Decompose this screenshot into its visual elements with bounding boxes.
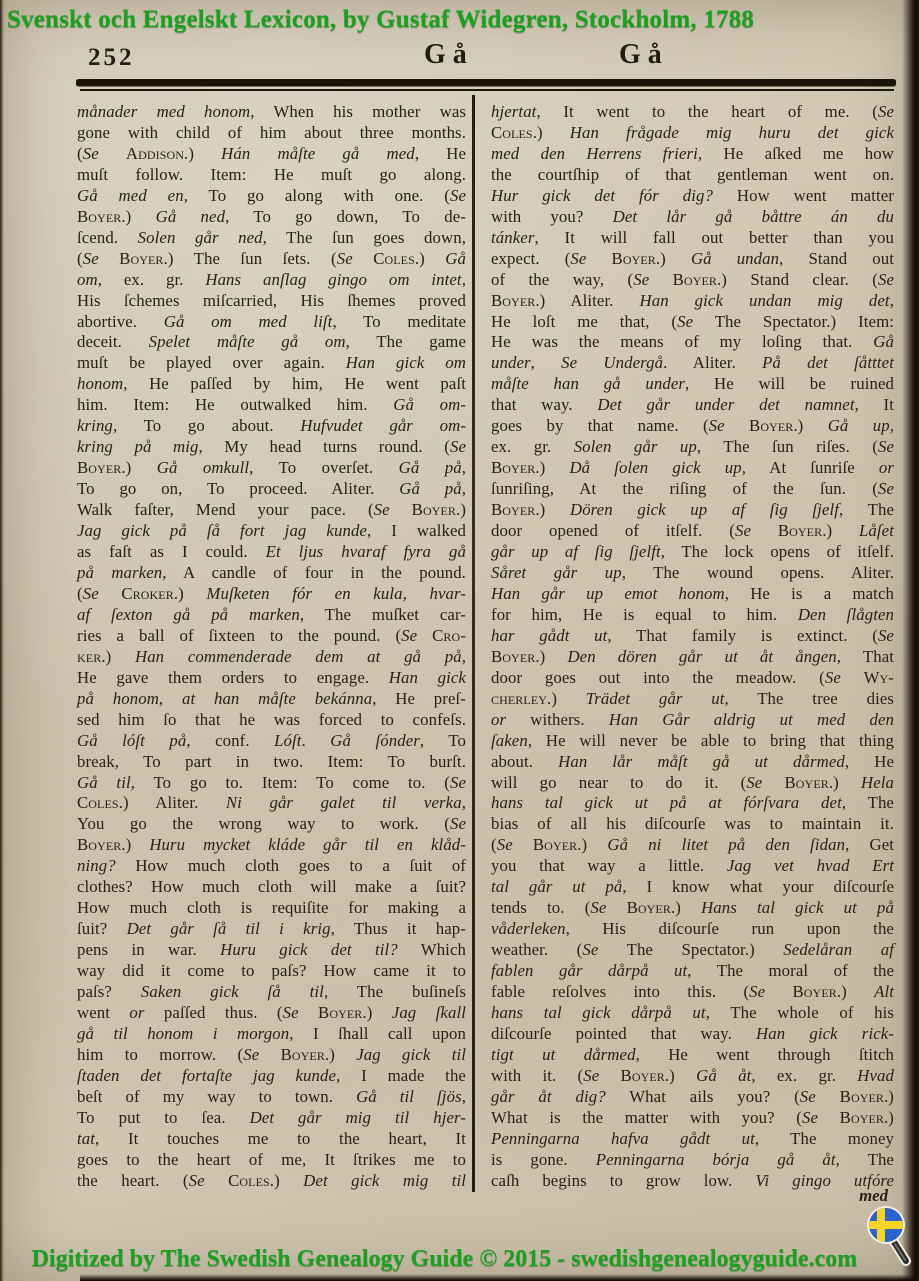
text-line: tigt ut dårmed, He went through ſtitch [491, 1044, 894, 1064]
text-line: him to morrow. (Se Boyer.) Jag gick til [77, 1044, 466, 1064]
text-line: He loſt me that, (Se The Spectator.) Item: [491, 311, 894, 331]
text-line: expect. (Se Boyer.) Gå undan, Stand out [491, 248, 895, 268]
text-line: på marken, A candle of four in the pound. [77, 562, 466, 582]
text-line: or withers. Han Går aldrig ut med den [491, 709, 894, 729]
text-line: To go on, To proceed. Aliter. Gå på, [77, 479, 466, 499]
text-line: door goes out into the meadow. (Se Wy- [491, 667, 894, 687]
text-line: way did it come to paſs? How came it to [77, 961, 466, 981]
text-line: månader med honom, When his mother was [77, 102, 467, 121]
text-line: gå til honom i morgon, I ſhall call upon [77, 1023, 466, 1043]
text-line: om, ex. gr. Hans anſlag gingo om intet, [77, 269, 466, 289]
text-line: ning? How much cloth goes to a ſuit of [77, 856, 466, 876]
text-line: that way. Det går under det namnet, It [491, 395, 894, 415]
text-line: ries a ball of ſixteen to the pound. (Se Cro- [77, 625, 467, 645]
text-line: tánker, It will fall out better than you [491, 227, 894, 247]
digitization-title: Svenskt och Engelskt Lexicon, by Gustaf Widegren, Stockholm, 1788 [7, 6, 755, 33]
text-line: måſte han gå under, He will be ruined [491, 374, 894, 394]
page-number: 252 [88, 44, 135, 71]
digitization-footer: Digitized by The Swedish Genealogy Guide © 2015 - swedishgenealogyguide.com [31, 1246, 858, 1272]
text-line: You go the wrong way to work. (Se [77, 814, 466, 834]
text-line: Han går up emot honom, He is a match [491, 583, 894, 603]
text-line: Boyer.) Aliter. Han gick undan mig det, [491, 290, 894, 310]
text-line: about. Han lår måſt gå ut dårmed, He [491, 751, 894, 771]
text-line: kring, To go about. Hufvudet går om- [77, 416, 467, 436]
text-line: muſt be played over again. Han gick om [77, 353, 466, 373]
left-text-column [77, 102, 466, 1192]
text-line: Gå med en, To go along with one. (Se [77, 185, 466, 205]
text-line: Boyer.) Dören gick up af ſig ſjelf, The [491, 500, 894, 520]
swedish-flag-magnifier-icon [865, 1203, 913, 1267]
text-line: bias of all his diſcourſe was to maintain it. [491, 814, 894, 834]
text-line: beſt of my way to town. Gå til ſjös, [77, 1086, 466, 1106]
text-line: goes by that name. (Se Boyer.) Gå up, [491, 416, 894, 436]
text-line: honom, He paſſed by him, He went paſt [77, 374, 466, 394]
text-line: diſcourſe pointed that way. Han gick rick- [491, 1023, 894, 1043]
text-line: hjertat, It went to the heart of me. (Se [491, 102, 894, 121]
text-line: you that way a little. Jag vet hvad Ert [491, 856, 894, 876]
text-line: will go near to do it. (Se Boyer.) Hela [491, 772, 895, 792]
text-line: Boyer.) Gå ned, To go down, To de- [77, 206, 466, 226]
running-head-left: Gå [424, 39, 474, 70]
text-line: ſcend. Solen går ned, The ſun goes down, [77, 227, 467, 247]
text-line: Gå lóſt på, conf. Lóſt. Gå ſónder, To [77, 730, 466, 750]
text-line: Boyer.) Den dören går ut åt ången, That [491, 646, 895, 666]
text-line: på honom, at han måſte bekánna, He preſ- [77, 688, 466, 708]
text-line: af ſexton gå på marken, The muſket car- [77, 604, 466, 624]
text-line: How much cloth is requiſite for making a [77, 898, 466, 918]
text-line: hans tal gick dårpå ut, The whole of his [491, 1002, 895, 1022]
text-line: His ſchemes miſcarried, His ſhemes proved [77, 290, 466, 310]
text-line: break, To part in two. Item: To burſt. [77, 751, 466, 771]
text-line: fablen går dårpå ut, The moral of the [491, 961, 895, 981]
text-line: ſaken, He will never be able to bring that thing [491, 730, 894, 750]
text-line: goes to the heart of me, It ſtrikes me to [77, 1149, 466, 1169]
text-line: ex. gr. Solen går up, The ſun riſes. (Se [491, 437, 894, 457]
text-line: Boyer.) Huru mycket kláde går til en klåd- [77, 835, 466, 855]
text-line: He was the means of my loſing that. Gå [491, 332, 894, 352]
text-line: Såret går up, The wound opens. Aliter. [491, 562, 894, 582]
text-line: Jag gick på ſå fort jag kunde, I walked [77, 521, 466, 541]
header-rule [76, 79, 896, 86]
text-line: as faſt as I could. Et ljus hvaraf fyra gå [77, 542, 466, 562]
text-line: of the way, (Se Boyer.) Stand clear. (Se [491, 269, 894, 289]
text-line: sed him ſo that he was forced to confeſs. [77, 709, 466, 729]
right-text-column [491, 102, 894, 1192]
text-line: Boyer.) Då ſolen gick up, At ſunriſe or [491, 458, 895, 478]
scan-edge-bottom [80, 1274, 919, 1281]
text-line: ker.) Han commenderade dem at gå på, [77, 646, 466, 666]
text-line: He gave them orders to engage. Han gick [77, 667, 466, 687]
scan-edge-left [0, 0, 4, 1281]
text-line: Penningarna hafva gådt ut, The money [491, 1128, 894, 1148]
text-line: (Se Addison.) Hán måſte gå med, He [77, 143, 467, 163]
text-line: for him, He is equal to him. Den ſlågten [491, 604, 894, 624]
text-line: ſuit? Det går ſå til i krig, Thus it hap- [77, 919, 466, 939]
text-line: går åt dig? What ails you? (Se Boyer.) [491, 1086, 894, 1106]
text-line: door opened of itſelf. (Se Boyer.) Låſet [491, 521, 894, 541]
text-line: went or paſſed thus. (Se Boyer.) Jag ſkall [77, 1002, 466, 1022]
text-line: (Se Boyer.) Gå ni litet på den ſidan, Get [491, 835, 895, 855]
running-head-right: Gå [619, 39, 669, 70]
text-line: ſtaden det fortaſte jag kunde, I made the [77, 1065, 466, 1085]
text-line: clothes? How much cloth will make a ſuit? [77, 877, 466, 897]
catchword: med [859, 1186, 888, 1205]
text-line: is gone. Penningarna bórja gå åt, The [491, 1149, 894, 1169]
text-line: with it. (Se Boyer.) Gå åt, ex. gr. Hvad [491, 1065, 894, 1085]
text-line: What is the matter with you? (Se Boyer.) [491, 1107, 894, 1127]
text-line: the heart. (Se Coles.) Det gick mig til [77, 1170, 467, 1190]
text-line: (Se Croker.) Muſketen fór en kula, hvar- [77, 583, 467, 603]
text-line: tal går ut på, I know what your diſcourſe [491, 877, 894, 897]
text-line: ſunriſing, At the riſing of the ſun. (Se [491, 479, 894, 499]
text-line: Coles.) Aliter. Ni går galet til verka, [77, 793, 466, 813]
text-line: (Se Boyer.) The ſun ſets. (Se Coles.) Gå [77, 248, 467, 268]
column-divider-rule [472, 95, 475, 1192]
text-line: pens in war. Huru gick det til? Which [77, 940, 466, 960]
text-line: under, Se Undergå. Aliter. På det ſåtttet [491, 353, 894, 373]
text-line: Boyer.) Gå omkull, To overſet. Gå på, [77, 458, 466, 478]
text-line: weather. (Se The Spectator.) Sedelåran af [491, 940, 894, 960]
text-line: tat, It touches me to the heart, It [77, 1128, 466, 1148]
text-line: har gådt ut, That family is extinct. (Se [491, 625, 894, 645]
text-line: fable reſolves into this. (Se Boyer.) Alt [491, 982, 895, 1002]
text-line: gone with child of him about three months. [77, 122, 466, 142]
text-line: Hur gick det fór dig? How went matter [491, 185, 894, 205]
text-line: med den Herrens frieri, He aſked me how [491, 143, 894, 163]
text-line: våderleken, His diſcourſe run upon the [491, 919, 894, 939]
text-line: Walk faſter, Mend your pace. (Se Boyer.) [77, 500, 467, 520]
text-line: muſt follow. Item: He muſt go along. [77, 164, 466, 184]
text-line: paſs? Saken gick ſå til, The buſineſs [77, 982, 466, 1002]
text-line: deceit. Spelet måſte gå om, The game [77, 332, 466, 352]
text-line: him. Item: He outwalked him. Gå om- [77, 395, 466, 415]
text-line: går up af ſig ſjelft, The lock opens of itſelf. [491, 542, 894, 562]
text-line: abortive. Gå om med liſt, To meditate [77, 311, 466, 331]
text-line: To put to ſea. Det går mig til hjer- [77, 1107, 466, 1127]
text-line: kring på mig, My head turns round. (Se [77, 437, 466, 457]
scan-edge-right [902, 0, 919, 1281]
text-line: Gå til, To go to. Item: To come to. (Se [77, 772, 467, 792]
text-line: with you? Det lår gå båttre án du [491, 206, 894, 226]
text-line: the courtſhip of that gentleman went on. [491, 164, 894, 184]
text-line: Coles.) Han frågade mig huru det gick [491, 122, 895, 142]
text-line: caſh begins to grow low. Vi gingo utfóre [491, 1170, 894, 1190]
text-line: tends to. (Se Boyer.) Hans tal gick ut på [491, 898, 895, 918]
text-line: hans tal gick ut på at fórſvara det, The [491, 793, 894, 813]
text-line: cherley.) Trädet går ut, The tree dies [491, 688, 895, 708]
